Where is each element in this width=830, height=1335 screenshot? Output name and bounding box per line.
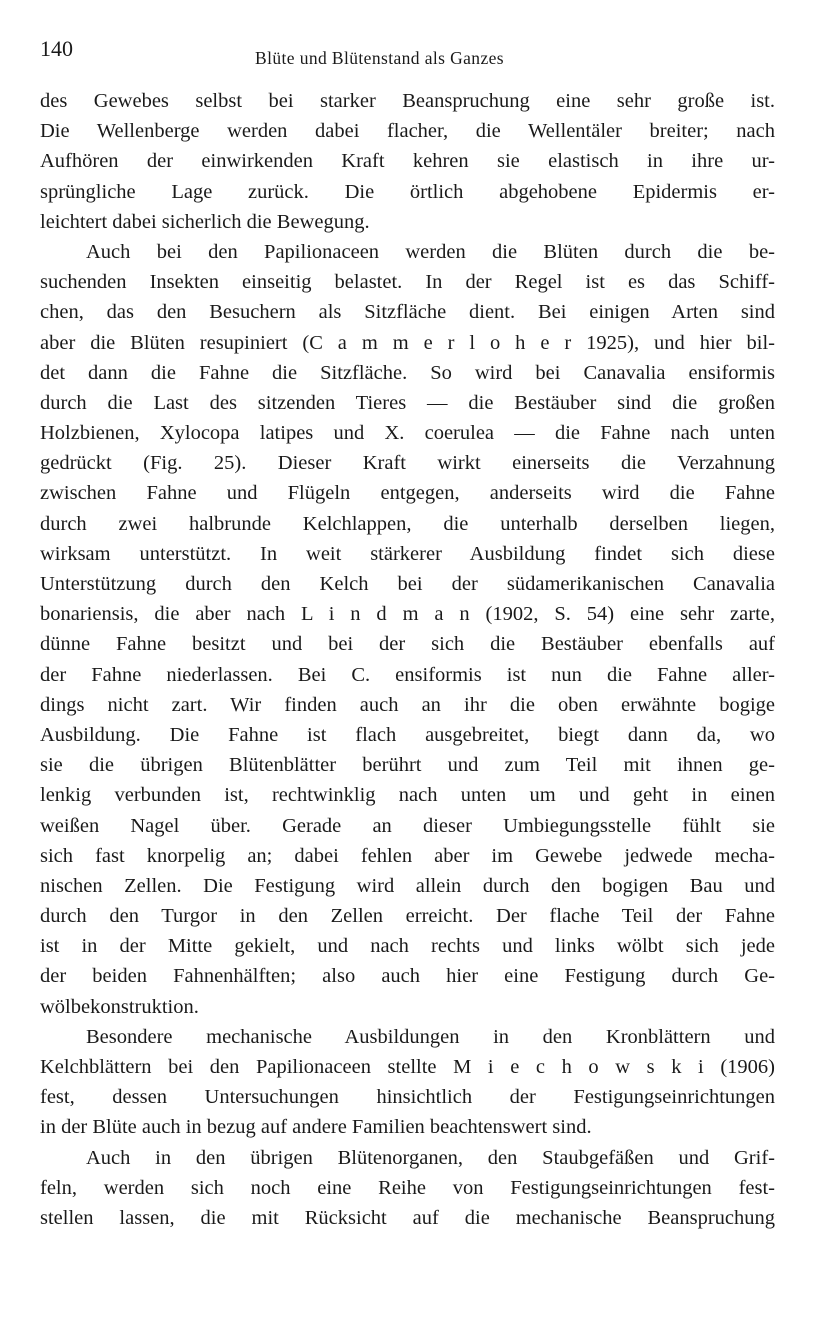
text-line: stellen lassen, die mit Rücksicht auf die mechanische Beanspruchung [40,1206,775,1229]
text-line: det dann die Fahne die Sitzfläche. So wird bei Canavalia ensiformis [40,361,775,384]
book-page [40,30,775,1233]
text-line: bonariensis, die aber nach L i n d m a n (1902, S. 54) eine sehr zarte, [40,603,775,626]
text-line: sie die übrigen Blütenblätter berührt und zum Teil mit ihnen ge- [40,754,775,777]
text-line: dings nicht zart. Wir finden auch an ihr die oben erwähnte bogige [40,693,775,716]
paragraph-1 [40,86,775,237]
body-text [40,86,775,1233]
page-header [40,30,775,70]
text-line: leichtert dabei sicherlich die Bewegung. [40,210,370,233]
text-line: fest, dessen Untersuchungen hinsichtlich der Festigungseinrichtungen [40,1086,775,1109]
running-head: Blüte und Blütenstand als Ganzes [255,48,505,68]
text-line: in der Blüte auch in bezug auf andere Familien beachtenswert sind. [40,1116,592,1139]
text-line: sprüngliche Lage zurück. Die örtlich abgehobene Epidermis er- [40,180,775,203]
page-number: 140 [40,36,73,61]
text-line: durch zwei halbrunde Kelchlappen, die unterhalb derselben liegen, [40,512,775,535]
paragraph-4 [40,1143,775,1234]
text-line: weißen Nagel über. Gerade an dieser Umbiegungsstelle fühlt sie [40,814,775,837]
text-line: sich fast knorpelig an; dabei fehlen aber im Gewebe jedwede mecha- [40,844,775,867]
text-line: der beiden Fahnenhälften; also auch hier eine Festigung durch Ge- [40,965,775,988]
text-line: Kelchblättern bei den Papilionaceen stellte M i e c h o w s k i (1906) [40,1056,775,1078]
text-line: durch den Turgor in den Zellen erreicht. Der flache Teil der Fahne [40,905,775,928]
text-line: durch die Last des sitzenden Tieres — die Bestäuber sind die großen [40,391,775,414]
text-line: wirksam unterstützt. In weit stärkerer Ausbildung findet sich diese [40,542,775,565]
text-line: der Fahne niederlassen. Bei C. ensiformis ist nun die Fahne aller- [40,663,775,686]
paragraph-2 [40,237,775,1022]
text-line: Besondere mechanische Ausbildungen in den Kronblättern und [86,1025,775,1048]
text-line: lenkig verbunden ist, rechtwinklig nach unten um und geht in einen [40,784,775,807]
text-line: wölbekonstruktion. [40,995,199,1018]
text-line: nischen Zellen. Die Festigung wird allein durch den bogigen Bau und [40,874,775,897]
text-line: Auch in den übrigen Blütenorganen, den Staubgefäßen und Grif- [86,1146,775,1169]
text-line: Holzbienen, Xylocopa latipes und X. coerulea — die Fahne nach unten [40,422,775,445]
text-line: suchenden Insekten einseitig belastet. In der Regel ist es das Schiff- [40,271,775,294]
text-line: chen, das den Besuchern als Sitzfläche dient. Bei einigen Arten sind [40,301,775,324]
text-line: Ausbildung. Die Fahne ist flach ausgebreitet, biegt dann da, wo [40,723,775,746]
text-line: dünne Fahne besitzt und bei der sich die Bestäuber ebenfalls auf [40,633,775,656]
text-line: feln, werden sich noch eine Reihe von Festigungseinrichtungen fest- [40,1176,775,1199]
text-line: des Gewebes selbst bei starker Beanspruchung eine sehr große ist. [40,90,775,112]
text-line: gedrückt (Fig. 25). Dieser Kraft wirkt einerseits die Verzahnung [40,452,775,475]
text-line: Unterstützung durch den Kelch bei der südamerikanischen Canavalia [40,573,775,595]
text-line: aber die Blüten resupiniert (C a m m e r l o h e r 1925), und hier bil- [40,331,775,354]
text-line: Die Wellenberge werden dabei flacher, die Wellentäler breiter; nach [40,120,775,143]
text-line: Aufhören der einwirkenden Kraft kehren sie elastisch in ihre ur- [40,150,775,173]
text-line: Auch bei den Papilionaceen werden die Blüten durch die be- [86,240,775,263]
paragraph-3 [40,1022,775,1143]
text-line: ist in der Mitte gekielt, und nach rechts und links wölbt sich jede [40,935,775,958]
text-line: zwischen Fahne und Flügeln entgegen, anderseits wird die Fahne [40,482,775,505]
